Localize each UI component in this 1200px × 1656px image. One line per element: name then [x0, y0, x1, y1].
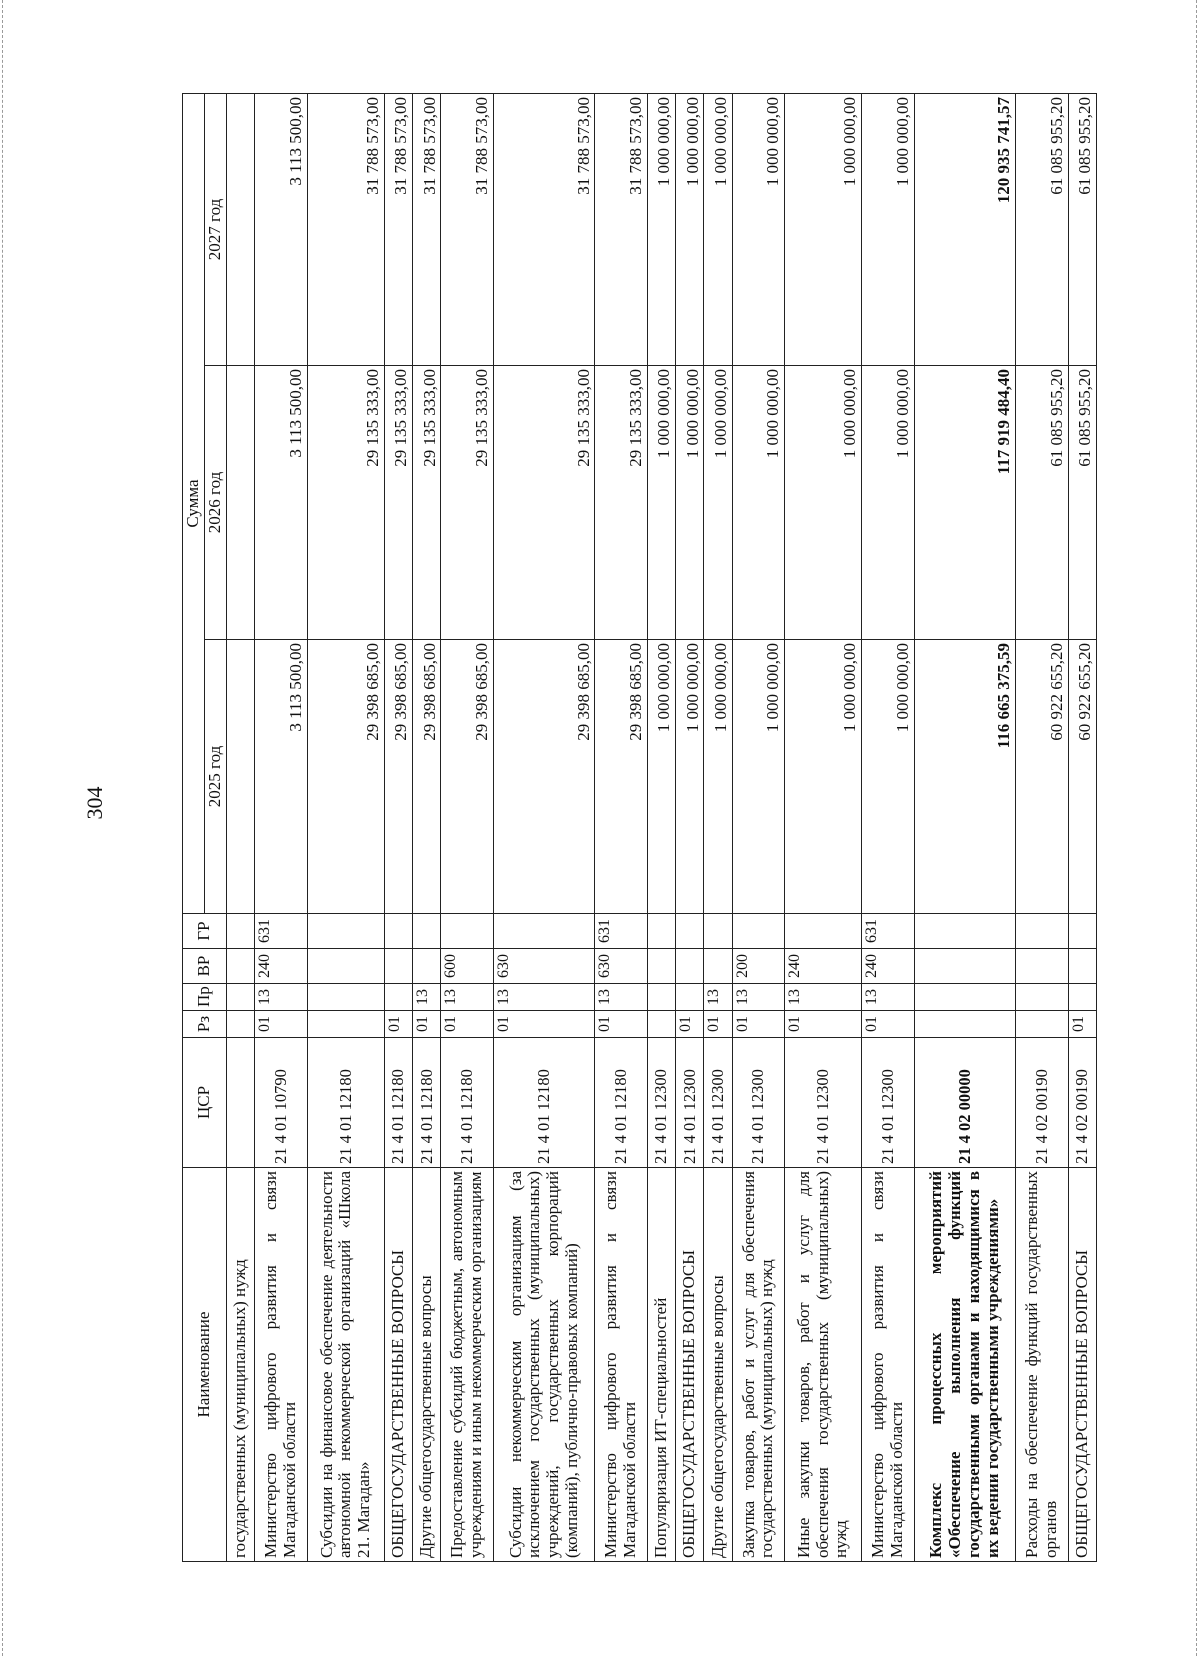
row-gr — [732, 914, 785, 949]
row-2027 — [227, 93, 255, 365]
row-vr — [307, 949, 384, 984]
header-2025: 2025 год — [205, 640, 227, 914]
row-gr — [1068, 914, 1096, 949]
row-2027: 120 935 741,57 — [914, 93, 1015, 365]
row-2026: 1 000 000,00 — [785, 366, 862, 640]
row-name: ОБЩЕГОСУДАРСТВЕННЫЕ ВОПРОСЫ — [676, 1168, 704, 1562]
row-name: Закупка товаров, работ и услуг для обеспечения государственных (муниципальных) нужд — [732, 1168, 785, 1562]
row-2025: 1 000 000,00 — [704, 640, 732, 914]
row-rz: 01 — [676, 1011, 704, 1038]
row-vr: 200 — [732, 949, 785, 984]
row-2026: 1 000 000,00 — [732, 366, 785, 640]
row-2026: 61 085 955,20 — [1015, 366, 1068, 640]
row-rz: 01 — [441, 1011, 494, 1038]
row-gr — [704, 914, 732, 949]
row-2025: 1 000 000,00 — [862, 640, 915, 914]
row-2026: 1 000 000,00 — [676, 366, 704, 640]
row-2026: 29 135 333,00 — [307, 366, 384, 640]
row-pr: 13 — [704, 984, 732, 1011]
row-name: Другие общегосударственные вопросы — [413, 1168, 441, 1562]
table-row — [647, 93, 675, 1561]
row-2027: 1 000 000,00 — [732, 93, 785, 365]
row-2025: 29 398 685,00 — [595, 640, 648, 914]
row-pr — [227, 984, 255, 1011]
row-csr: 21 4 01 12180 — [441, 1038, 494, 1168]
table-row — [227, 93, 255, 1561]
table-row — [704, 93, 732, 1561]
row-2026: 3 113 500,00 — [255, 366, 308, 640]
row-csr: 21 4 01 12180 — [307, 1038, 384, 1168]
row-rz — [1015, 1011, 1068, 1038]
row-rz — [227, 1011, 255, 1038]
row-2026: 29 135 333,00 — [493, 366, 594, 640]
row-pr: 13 — [862, 984, 915, 1011]
row-2027: 61 085 955,20 — [1015, 93, 1068, 365]
row-vr — [413, 949, 441, 984]
budget-table — [182, 93, 1097, 1562]
row-rz: 01 — [704, 1011, 732, 1038]
row-2027: 31 788 573,00 — [595, 93, 648, 365]
row-2026: 61 085 955,20 — [1068, 366, 1096, 640]
table-row — [676, 93, 704, 1561]
row-vr — [384, 949, 412, 984]
header-pr: Пр — [183, 984, 227, 1011]
row-gr — [384, 914, 412, 949]
row-2026: 29 135 333,00 — [384, 366, 412, 640]
page-number: 304 — [82, 786, 107, 820]
row-vr — [1068, 949, 1096, 984]
row-2025: 1 000 000,00 — [785, 640, 862, 914]
row-rz: 01 — [862, 1011, 915, 1038]
row-2026: 29 135 333,00 — [441, 366, 494, 640]
header-sum: Сумма — [183, 93, 205, 913]
row-rz: 01 — [255, 1011, 308, 1038]
row-2026: 29 135 333,00 — [413, 366, 441, 640]
row-csr: 21 4 01 10790 — [255, 1038, 308, 1168]
row-2025: 29 398 685,00 — [441, 640, 494, 914]
row-pr: 13 — [255, 984, 308, 1011]
row-2027: 1 000 000,00 — [862, 93, 915, 365]
row-gr: 631 — [595, 914, 648, 949]
row-pr: 13 — [413, 984, 441, 1011]
row-pr — [384, 984, 412, 1011]
row-gr — [914, 914, 1015, 949]
row-2026: 117 919 484,40 — [914, 366, 1015, 640]
table-row — [785, 93, 862, 1561]
row-csr: 21 4 01 12180 — [493, 1038, 594, 1168]
row-pr — [1068, 984, 1096, 1011]
header-2026: 2026 год — [205, 366, 227, 640]
row-name: государственных (муниципальных) нужд — [227, 1168, 255, 1562]
row-rz: 01 — [384, 1011, 412, 1038]
row-vr — [676, 949, 704, 984]
row-name: Министерство цифрового развития и связи Магаданской области — [255, 1168, 308, 1562]
row-2025: 29 398 685,00 — [307, 640, 384, 914]
row-csr: 21 4 01 12180 — [384, 1038, 412, 1168]
row-vr — [704, 949, 732, 984]
row-pr: 13 — [732, 984, 785, 1011]
row-2027: 31 788 573,00 — [413, 93, 441, 365]
row-pr: 13 — [785, 984, 862, 1011]
row-gr — [441, 914, 494, 949]
row-rz: 01 — [785, 1011, 862, 1038]
row-gr: 631 — [862, 914, 915, 949]
row-2025 — [227, 640, 255, 914]
header-rz: Рз — [183, 1011, 227, 1038]
row-csr: 21 4 02 00190 — [1068, 1038, 1096, 1168]
header-csr: ЦСР — [183, 1038, 227, 1168]
row-pr — [307, 984, 384, 1011]
table-row — [255, 93, 308, 1561]
table-row — [384, 93, 412, 1561]
row-2026: 1 000 000,00 — [862, 366, 915, 640]
row-gr: 631 — [255, 914, 308, 949]
header-2027: 2027 год — [205, 93, 227, 365]
row-2026: 1 000 000,00 — [647, 366, 675, 640]
row-2027: 1 000 000,00 — [704, 93, 732, 365]
row-gr — [413, 914, 441, 949]
table-row — [595, 93, 648, 1561]
row-2025: 1 000 000,00 — [647, 640, 675, 914]
row-pr: 13 — [493, 984, 594, 1011]
table-row — [307, 93, 384, 1561]
table-row — [441, 93, 494, 1561]
row-gr — [785, 914, 862, 949]
table-row — [413, 93, 441, 1561]
row-vr — [647, 949, 675, 984]
row-csr: 21 4 01 12180 — [595, 1038, 648, 1168]
row-vr — [914, 949, 1015, 984]
header-name: Наименование — [183, 1168, 227, 1562]
row-2027: 31 788 573,00 — [493, 93, 594, 365]
row-2025: 60 922 655,20 — [1015, 640, 1068, 914]
row-csr: 21 4 02 00000 — [914, 1038, 1015, 1168]
table-row — [1015, 93, 1068, 1561]
row-gr — [1015, 914, 1068, 949]
row-gr — [227, 914, 255, 949]
row-2025: 1 000 000,00 — [732, 640, 785, 914]
row-2025: 29 398 685,00 — [384, 640, 412, 914]
row-2026 — [227, 366, 255, 640]
row-csr: 21 4 01 12300 — [676, 1038, 704, 1168]
row-2025: 116 665 375,59 — [914, 640, 1015, 914]
row-rz: 01 — [413, 1011, 441, 1038]
row-name: Другие общегосударственные вопросы — [704, 1168, 732, 1562]
rotated-table-wrapper — [182, 94, 1097, 1562]
row-gr — [647, 914, 675, 949]
table-row — [862, 93, 915, 1561]
row-rz: 01 — [732, 1011, 785, 1038]
row-vr: 240 — [785, 949, 862, 984]
row-2025: 1 000 000,00 — [676, 640, 704, 914]
row-2025: 29 398 685,00 — [493, 640, 594, 914]
row-csr — [227, 1038, 255, 1168]
header-gr: ГР — [183, 914, 227, 949]
row-name: Субсидии на финансовое обеспечение деятельности автономной некоммерческой организаций «Школа 21. Магадан» — [307, 1168, 384, 1562]
row-vr — [227, 949, 255, 984]
row-name: Предоставление субсидий бюджетным, автономным учреждениям и иным некоммерческим организациям — [441, 1168, 494, 1562]
row-name: Министерство цифрового развития и связи Магаданской области — [862, 1168, 915, 1562]
row-2025: 3 113 500,00 — [255, 640, 308, 914]
row-gr — [676, 914, 704, 949]
row-2027: 3 113 500,00 — [255, 93, 308, 365]
row-gr — [307, 914, 384, 949]
row-rz — [307, 1011, 384, 1038]
row-pr — [647, 984, 675, 1011]
row-csr: 21 4 01 12300 — [862, 1038, 915, 1168]
row-name: ОБЩЕГОСУДАРСТВЕННЫЕ ВОПРОСЫ — [1068, 1168, 1096, 1562]
row-vr: 600 — [441, 949, 494, 984]
row-csr: 21 4 01 12300 — [647, 1038, 675, 1168]
row-vr — [1015, 949, 1068, 984]
row-rz: 01 — [595, 1011, 648, 1038]
row-2027: 31 788 573,00 — [441, 93, 494, 365]
row-csr: 21 4 01 12300 — [732, 1038, 785, 1168]
row-name: ОБЩЕГОСУДАРСТВЕННЫЕ ВОПРОСЫ — [384, 1168, 412, 1562]
row-vr: 240 — [862, 949, 915, 984]
row-pr — [1015, 984, 1068, 1011]
row-2025: 60 922 655,20 — [1068, 640, 1096, 914]
table-row — [914, 93, 1015, 1561]
table-row — [732, 93, 785, 1561]
row-pr: 13 — [441, 984, 494, 1011]
row-csr: 21 4 01 12300 — [785, 1038, 862, 1168]
row-name: Комплекс процессных мероприятий «Обеспечение выполнения функций государственными органами и находящимися в их ведении государственными учреждениями» — [914, 1168, 1015, 1562]
row-2027: 1 000 000,00 — [785, 93, 862, 365]
row-rz — [647, 1011, 675, 1038]
row-vr: 630 — [595, 949, 648, 984]
table-row — [493, 93, 594, 1561]
row-2027: 61 085 955,20 — [1068, 93, 1096, 365]
row-gr — [493, 914, 594, 949]
row-pr — [676, 984, 704, 1011]
row-name: Популяризация ИТ-специальностей — [647, 1168, 675, 1562]
row-2026: 29 135 333,00 — [595, 366, 648, 640]
row-rz — [914, 1011, 1015, 1038]
row-csr: 21 4 01 12300 — [704, 1038, 732, 1168]
row-2027: 1 000 000,00 — [647, 93, 675, 365]
table-row — [1068, 93, 1096, 1561]
right-dashed-margin — [1196, 0, 1197, 1656]
row-name: Субсидии некоммерческим организациям (за исключением государственных (муниципальных) учреждений, государственных корпораций (компаний), публично-правовых компаний) — [493, 1168, 594, 1562]
row-2027: 31 788 573,00 — [384, 93, 412, 365]
row-name: Расходы на обеспечение функций государственных органов — [1015, 1168, 1068, 1562]
row-name: Министерство цифрового развития и связи Магаданской области — [595, 1168, 648, 1562]
row-vr: 240 — [255, 949, 308, 984]
row-rz: 01 — [493, 1011, 594, 1038]
row-vr: 630 — [493, 949, 594, 984]
row-2026: 1 000 000,00 — [704, 366, 732, 640]
row-pr — [914, 984, 1015, 1011]
row-2025: 29 398 685,00 — [413, 640, 441, 914]
header-vr: ВР — [183, 949, 227, 984]
row-csr: 21 4 01 12180 — [413, 1038, 441, 1168]
row-pr: 13 — [595, 984, 648, 1011]
left-dashed-margin — [2, 0, 3, 1656]
row-rz: 01 — [1068, 1011, 1096, 1038]
row-2027: 1 000 000,00 — [676, 93, 704, 365]
row-name: Иные закупки товаров, работ и услуг для обеспечения государственных (муниципальных) нужд — [785, 1168, 862, 1562]
row-2027: 31 788 573,00 — [307, 93, 384, 365]
row-csr: 21 4 02 00190 — [1015, 1038, 1068, 1168]
